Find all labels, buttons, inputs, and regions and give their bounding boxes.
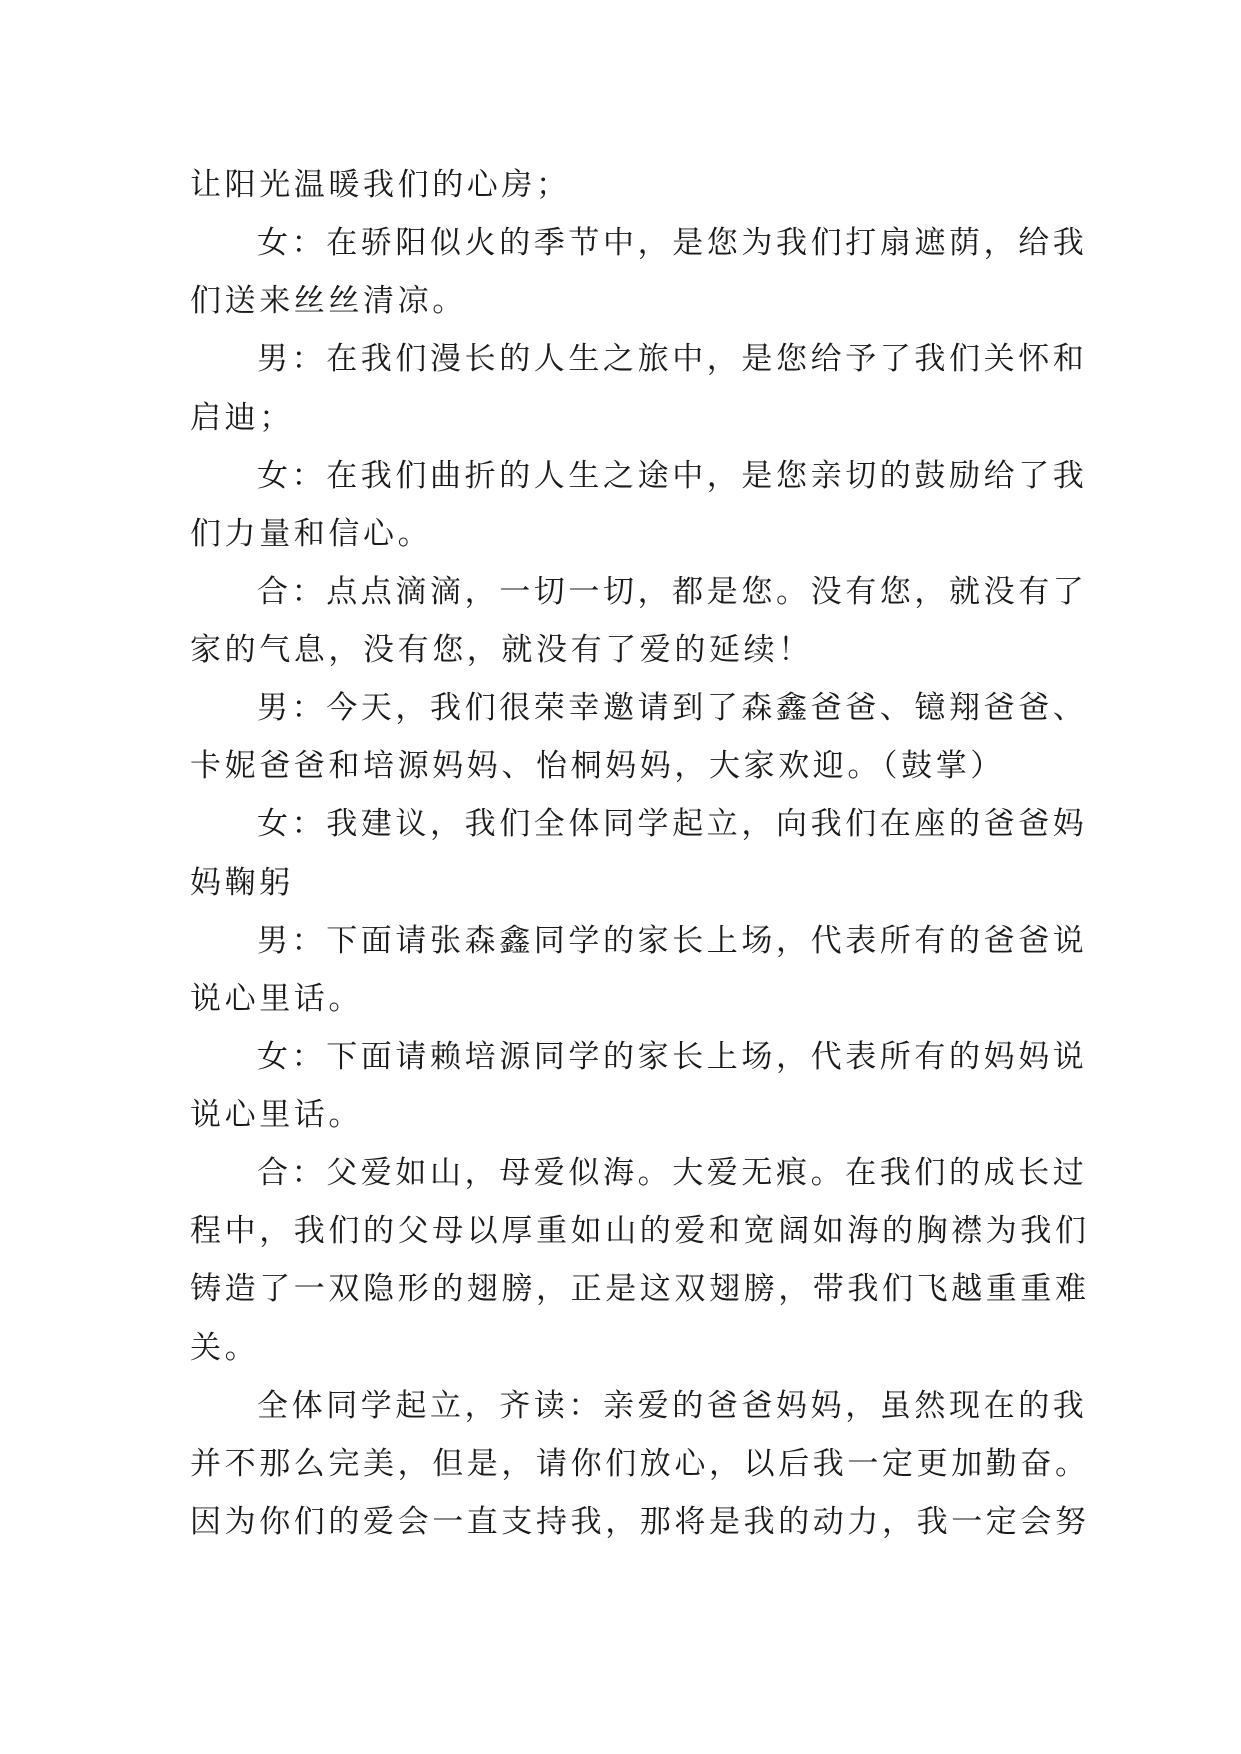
text-line: 女：我建议，我们全体同学起立，向我们在座的爸爸妈 <box>257 806 1088 842</box>
text-line: 们送来丝丝清凉。 <box>190 283 467 319</box>
text-line: 关。 <box>190 1330 260 1366</box>
text-line: 全体同学起立，齐读：亲爱的爸爸妈妈，虽然现在的我 <box>257 1388 1088 1424</box>
text-line: 卡妮爸爸和培源妈妈、怡桐妈妈，大家欢迎。（鼓掌） <box>190 748 1005 784</box>
text-line: 女：下面请赖培源同学的家长上场，代表所有的妈妈说 <box>257 1039 1088 1075</box>
text-line: 让阳光温暖我们的心房； <box>190 167 571 203</box>
text-line: 男：今天，我们很荣幸邀请到了森鑫爸爸、镱翔爸爸、 <box>257 690 1088 726</box>
text-line: 铸造了一双隐形的翅膀，正是这双翅膀，带我们飞越重重难 <box>190 1271 1090 1307</box>
text-line: 并不那么完美，但是，请你们放心，以后我一定更加勤奋。 <box>190 1446 1090 1482</box>
text-line: 程中，我们的父母以厚重如山的爱和宽阔如海的胸襟为我们 <box>190 1213 1090 1249</box>
text-line: 因为你们的爱会一直支持我，那将是我的动力，我一定会努 <box>190 1504 1090 1540</box>
text-line: 女：在我们曲折的人生之途中，是您亲切的鼓励给了我 <box>257 458 1088 494</box>
text-line: 说心里话。 <box>190 981 363 1017</box>
text-line: 女：在骄阳似火的季节中，是您为我们打扇遮荫，给我 <box>257 225 1088 261</box>
text-line: 妈鞠躬 <box>190 865 294 901</box>
text-line: 合：点点滴滴，一切一切，都是您。没有您，就没有了 <box>257 574 1088 610</box>
text-line: 家的气息，没有您，就没有了爱的延续！ <box>190 632 813 668</box>
text-line: 们力量和信心。 <box>190 516 433 552</box>
text-line: 男：下面请张森鑫同学的家长上场，代表所有的爸爸说 <box>257 923 1088 959</box>
text-line: 合：父爱如山，母爱似海。大爱无痕。在我们的成长过 <box>257 1155 1088 1191</box>
text-line: 男：在我们漫长的人生之旅中，是您给予了我们关怀和 <box>257 341 1088 377</box>
text-line: 启迪； <box>190 400 294 436</box>
text-line: 说心里话。 <box>190 1097 363 1133</box>
